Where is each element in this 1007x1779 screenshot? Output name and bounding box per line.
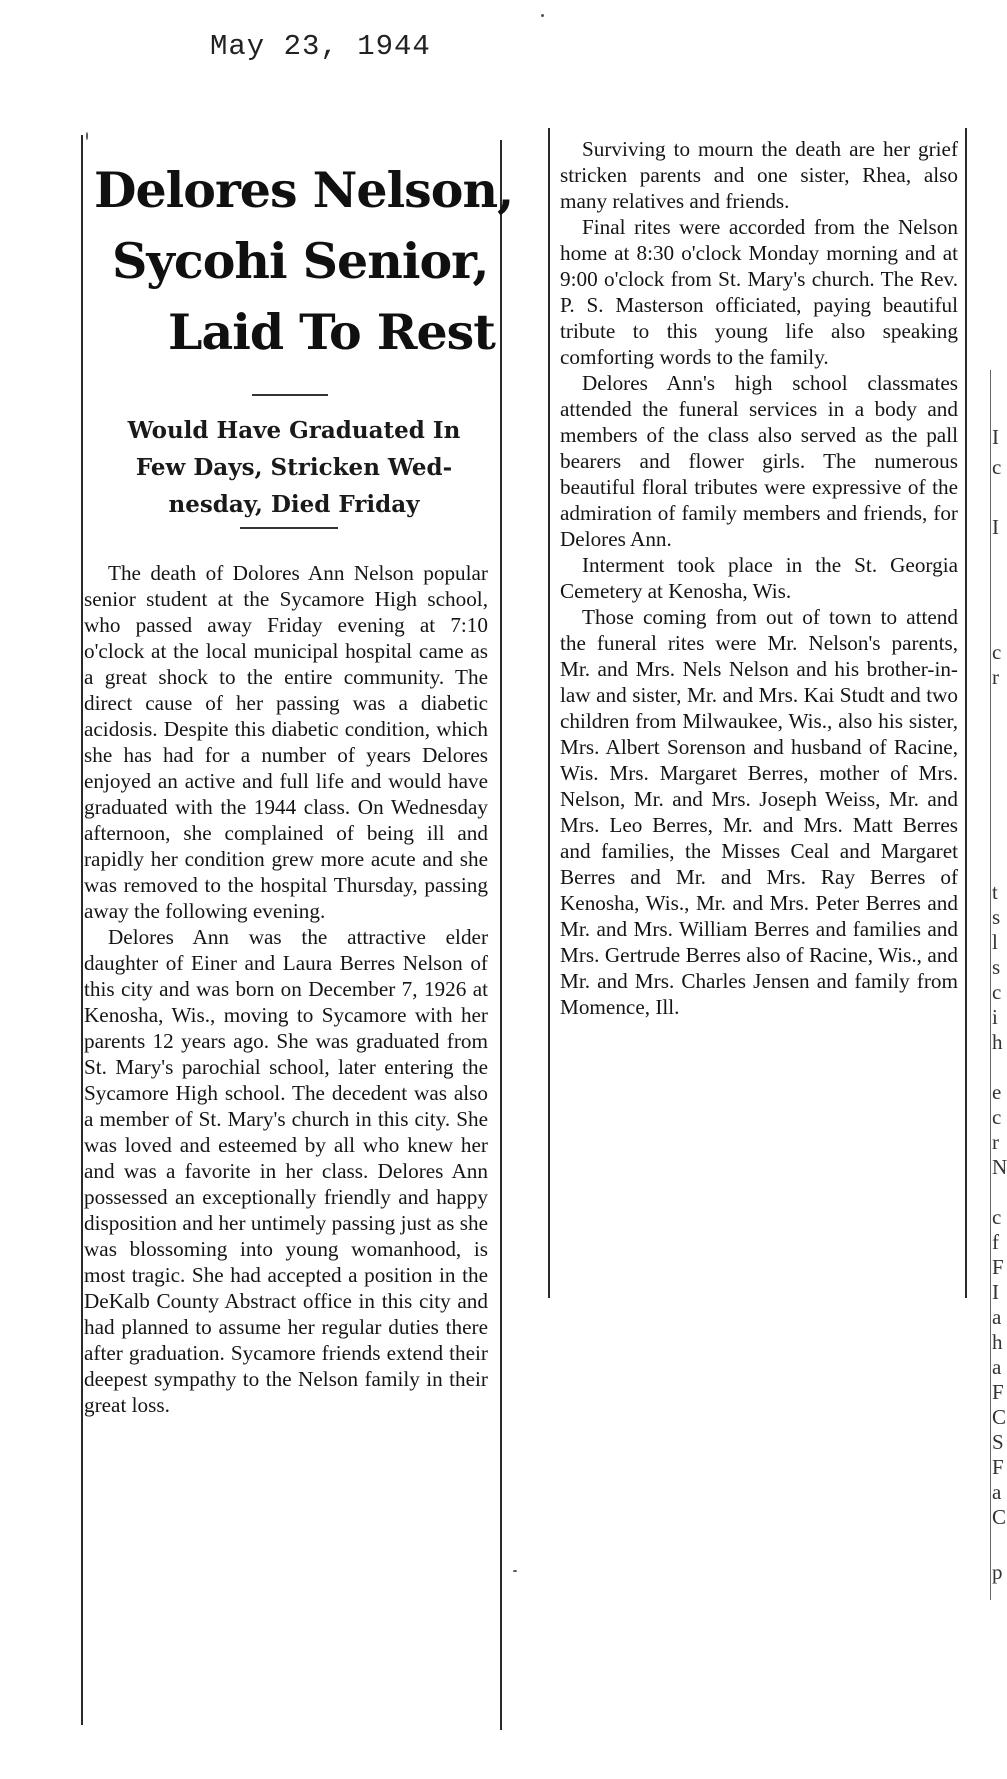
fragment-letter: S (992, 1430, 1004, 1454)
article-body-column-2 (560, 136, 958, 1020)
adjacent-column-rule (990, 370, 991, 1600)
fragment-letter: s (992, 955, 1001, 979)
headline-line-2: Sycohi Senior, (112, 232, 489, 290)
paragraph-interment: Interment took place in the St. Georgia Cemetery at Kenosha, Wis. (560, 553, 958, 603)
fragment-letter: c (992, 1205, 1002, 1229)
fragment-letter: c (992, 640, 1002, 664)
headline (84, 155, 514, 368)
fragment-letter: r (992, 1130, 999, 1154)
fragment-letter: h (992, 1330, 1003, 1354)
column-rule-middle (500, 140, 502, 1730)
subheadline (84, 412, 504, 523)
adjacent-column-fragment (988, 0, 1007, 1779)
fragment-letter: F (992, 1455, 1004, 1479)
fragment-letter: h (992, 1030, 1003, 1054)
fragment-letter: r (992, 665, 999, 689)
subhead-line-1: Would Have Graduated In (127, 417, 461, 444)
fragment-letter: C (992, 1505, 1007, 1529)
fragment-letter: I (992, 1280, 999, 1304)
fragment-letter: a (992, 1480, 1002, 1504)
fragment-letter: c (992, 455, 1002, 479)
fragment-letter: t (992, 880, 998, 904)
subhead-divider (240, 527, 338, 529)
subhead-line-3: nesday, Died Friday (168, 491, 420, 518)
fragment-letter: I (992, 515, 999, 539)
fragment-letter: p (992, 1560, 1003, 1584)
fragment-letter: F (992, 1380, 1004, 1404)
fragment-letter: l (992, 930, 998, 954)
fragment-letter: I (992, 425, 999, 449)
paragraph-final-rites: Final rites were accorded from the Nelson home at 8:30 o'clock Monday morning and at 9:00 o'clock from St. Mary's church. The Rev. P. S. Masterson officiated, paying beautiful tribute to this young life also speaking comforting words to the family. (560, 215, 958, 369)
headline-line-1: Delores Nelson, (94, 161, 514, 219)
fragment-letter: F (992, 1255, 1004, 1279)
fragment-letter: f (992, 1230, 999, 1254)
fragment-letter: a (992, 1305, 1002, 1329)
clipping-date: May 23, 1944 (210, 30, 431, 63)
fragment-letter: C (992, 1405, 1007, 1429)
paragraph-death-announcement: The death of Dolores Ann Nelson popular senior student at the Sycamore High school, who passed away Friday evening at 7:10 o'clock at the local municipal hospital came as a great shock to the entire community. The direct cause of her passing was a diabetic acidosis. Despite this diabetic condition, which she has had for a number of years Delores enjoyed an active and full life and would have graduated with the 1944 class. On Wednesday afternoon, she complained of being ill and rapidly her condition grew more acute and she was removed to the hospital Thursday, passing away the following evening. (84, 561, 488, 923)
fragment-letter: a (992, 1355, 1002, 1379)
fragment-letter: e (992, 1080, 1002, 1104)
fragment-letter: c (992, 980, 1002, 1004)
fragment-letter: c (992, 1105, 1002, 1129)
column-rule-left (81, 135, 83, 1725)
fragment-letter: i (992, 1005, 998, 1029)
fragment-letter: s (992, 905, 1001, 929)
scan-speck (541, 14, 544, 17)
paragraph-out-of-town-guests: Those coming from out of town to attend the funeral rites were Mr. Nelson's parents, Mr. and Mrs. Nels Nelson and his brother-in-law and sister, Mr. and Mrs. Kai Studt and two children from Milwaukee, Wis., also his sister, Mrs. Albert Sorenson and husband of Racine, Wis. Mrs. Margaret Berres, mother of Mrs. Nelson, Mr. and Mrs. Joseph Weiss, Mr. and Mrs. Leo Berres, Mr. and Mrs. Matt Berres and families, the Misses Ceal and Margaret Berres and Mr. and Mrs. Ray Berres of Kenosha, Wis., Mr. and Mrs. Peter Berres and Mr. and Mrs. William Berres and families and Mrs. Gertrude Berres also of Racine, Wis., and Mr. and Mrs. Charles Jensen and family from Momence, Ill. (560, 605, 958, 1019)
subhead-line-2: Few Days, Stricken Wed- (135, 454, 453, 481)
scan-speck (513, 1570, 517, 1572)
paragraph-survivors: Surviving to mourn the death are her grief stricken parents and one sister, Rhea, also many relatives and friends. (560, 137, 958, 213)
column-rule-middle-2 (548, 128, 550, 1298)
article-body-column-1 (84, 560, 488, 1418)
scan-speck (86, 132, 88, 140)
paragraph-biography: Delores Ann was the attractive elder daughter of Einer and Laura Berres Nelson of this city and was born on December 7, 1926 at Kenosha, Wis., moving to Sycamore with her parents 12 years ago. She was graduated from St. Mary's parochial school, later entering the Sycamore High school. The decedent was also a member of St. Mary's church in this city. She was loved and esteemed by all who knew her and was a favorite in her class. Delores Ann possessed an exceptionally friendly and happy disposition and her untimely passing just as she was blossoming into young womanhood, is most tragic. She had accepted a position in the DeKalb County Abstract office in this city and had planned to assume her regular duties there after graduation. Sycamore friends extend their deepest sympathy to the Nelson family in their great loss. (84, 925, 488, 1417)
headline-line-3: Laid To Rest (168, 303, 495, 361)
paragraph-classmates: Delores Ann's high school classmates attended the funeral services in a body and members of the class also served as the pall bearers and flower girls. The numerous beautiful floral tributes were expressive of the admiration of family members and friends, for Delores Ann. (560, 371, 958, 551)
fragment-letter: N (992, 1155, 1007, 1179)
headline-divider (252, 394, 328, 396)
column-rule-right (965, 128, 967, 1298)
